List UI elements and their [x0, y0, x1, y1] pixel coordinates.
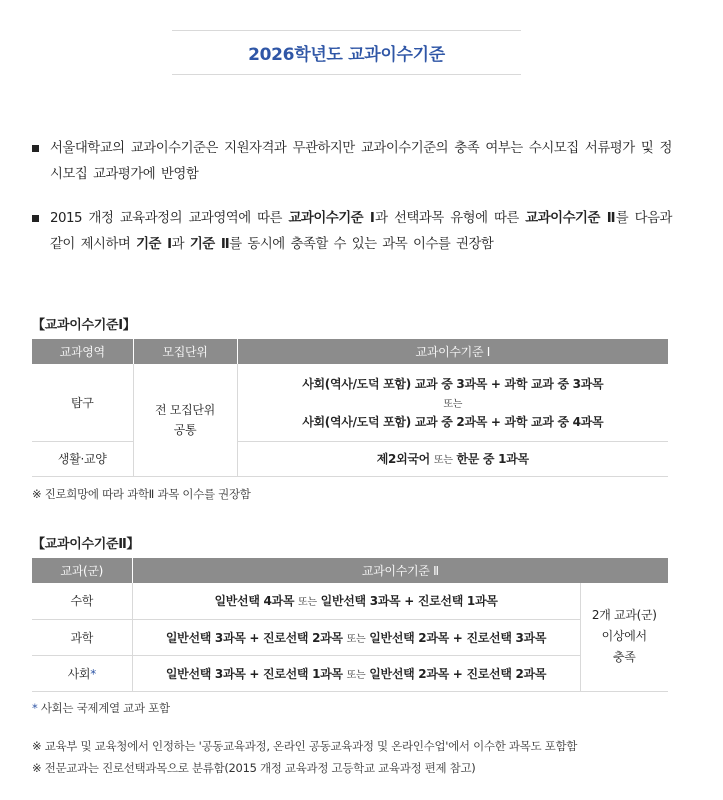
criteria-table-2	[32, 558, 668, 692]
bullet-text-part: 2015 개정 교육과정의 교과영역에 따른	[50, 211, 289, 226]
footnote-note-2: ※ 전문교과는 진로선택과목으로 분류함(2015 개정 교육과정 고등학교 교육과정 편제 참고)	[32, 761, 476, 775]
criteria-text: 한문 중 1과목	[452, 452, 529, 466]
requirement-line: 2개 교과(군)	[591, 608, 657, 623]
square-bullet-icon	[32, 215, 39, 222]
criteria-cell	[132, 583, 580, 619]
square-bullet-icon	[32, 145, 39, 152]
subject-cell	[32, 655, 132, 691]
bullet-emphasis: 기준 Ⅰ	[136, 237, 172, 252]
col-header-subject: 교과(군)	[32, 558, 132, 583]
footnote-star	[32, 700, 170, 716]
table-row	[32, 583, 668, 619]
page-title: 2026학년도 교과이수기준	[248, 45, 445, 65]
criteria-line: 사회(역사/도덕 포함) 교과 중 3과목 + 과학 교과 중 3과목	[302, 376, 604, 391]
criteria-text: 일반선택 3과목 + 진로선택 1과목	[320, 594, 498, 609]
or-label: 또는	[433, 455, 453, 466]
criteria-cell	[237, 441, 668, 476]
criteria-cell	[132, 619, 580, 655]
criteria-cell	[237, 364, 668, 441]
table-row	[32, 364, 668, 441]
bullet-emphasis: 교과이수기준 Ⅱ	[525, 211, 616, 226]
col-header-unit: 모집단위	[133, 339, 237, 364]
col-header-area: 교과영역	[32, 339, 133, 364]
criteria-text: 일반선택 2과목 + 진로선택 3과목	[369, 630, 547, 645]
bullet-emphasis: 교과이수기준 Ⅰ	[288, 211, 376, 226]
criteria-text: 일반선택 3과목 + 진로선택 2과목	[165, 630, 343, 645]
table-row	[32, 441, 668, 476]
subject-cell: 과학	[32, 619, 132, 655]
or-label: 또는	[298, 597, 317, 609]
criteria-text: 일반선택 4과목	[214, 594, 295, 609]
bullet-emphasis: 기준 Ⅱ	[189, 237, 230, 252]
criteria-line: 사회(역사/도덕 포함) 교과 중 2과목 + 과학 교과 중 4과목	[302, 414, 604, 429]
unit-line: 공통	[173, 422, 197, 437]
table-header-row	[32, 558, 668, 583]
col-header-criteria: 교과이수기준 Ⅱ	[132, 558, 668, 583]
subject-cell: 수학	[32, 583, 132, 619]
bullet-item-2	[32, 206, 672, 258]
section1-title: 【교과이수기준Ⅰ】	[32, 318, 136, 333]
bullet-text-part: 과 선택과목 유형에 따른	[375, 211, 526, 226]
col-header-criteria: 교과이수기준 Ⅰ	[237, 339, 668, 364]
bullet-text-part: 를 다음과 같이 제시하며	[50, 211, 672, 252]
bullet-item-1	[32, 136, 672, 188]
or-label: 또는	[346, 669, 366, 681]
criteria-text: 일반선택 2과목 + 진로선택 2과목	[369, 666, 547, 681]
bullet-text: 서울대학교의 교과이수기준은 지원자격과 무관하지만 교과이수기준의 충족 여부는 수시모집 서류평가 및 정시모집 교과평가에 반영함	[50, 141, 672, 182]
criteria-text: 제2외국어	[376, 452, 434, 466]
requirement-line: 충족	[612, 650, 636, 665]
bullet-text-part: 과	[171, 237, 190, 252]
bullet-text-part: 를 동시에 충족할 수 있는 과목 이수를 권장함	[229, 237, 494, 252]
table-row	[32, 619, 668, 655]
section2-title: 【교과이수기준Ⅱ】	[32, 537, 140, 552]
asterisk-mark: *	[32, 701, 38, 715]
or-label: 또는	[443, 398, 463, 410]
criteria-cell	[132, 655, 580, 691]
unit-cell	[133, 364, 237, 476]
title-box	[172, 30, 521, 75]
section1-note: ※ 진로희망에 따라 과학Ⅱ 과목 이수를 권장함	[32, 487, 251, 501]
requirement-cell	[580, 583, 668, 691]
criteria-table-1	[32, 339, 668, 477]
subject-label: 사회	[67, 666, 91, 681]
requirement-line: 이상에서	[601, 629, 647, 644]
table-header-row	[32, 339, 668, 364]
intro-bullets	[32, 136, 672, 258]
area-cell: 탐구	[32, 364, 133, 441]
criteria-text: 일반선택 3과목 + 진로선택 1과목	[165, 666, 343, 681]
table-row	[32, 655, 668, 691]
or-label: 또는	[346, 633, 366, 645]
footnote-text: 사회는 국제계열 교과 포함	[40, 701, 170, 715]
area-cell: 생활·교양	[32, 441, 133, 476]
asterisk-mark: *	[90, 666, 96, 681]
unit-line: 전 모집단위	[155, 402, 215, 417]
footnote-note-1: ※ 교육부 및 교육청에서 인정하는 '공동교육과정, 온라인 공동교육과정 및 온라인수업'에서 이수한 과목도 포함함	[32, 739, 578, 753]
